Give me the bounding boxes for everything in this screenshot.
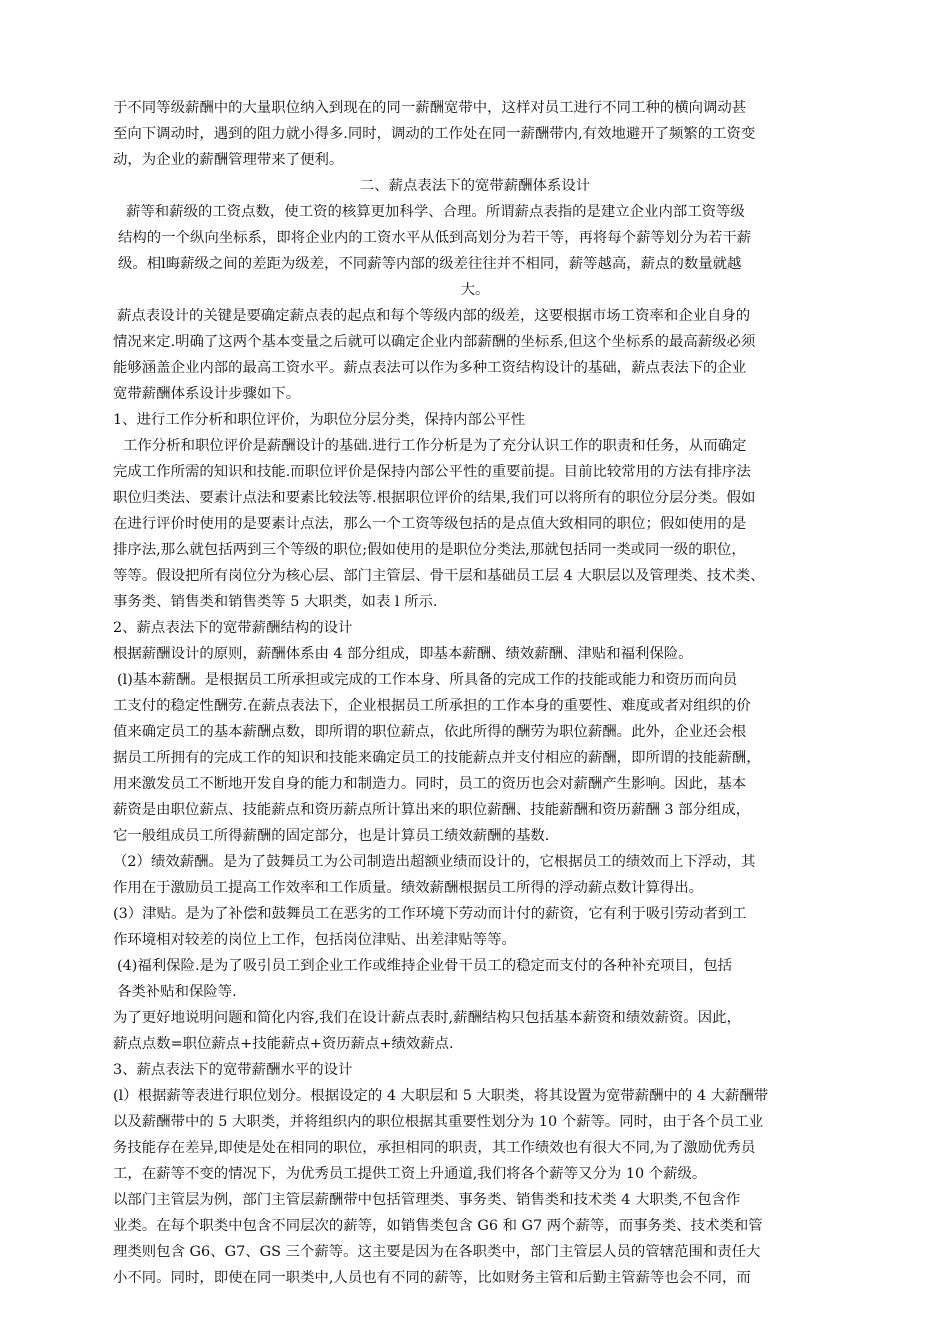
paragraph-line: 用来激发员工不断地开发自身的能力和制造力。同时，员工的资历也会对薪酬产生影响。因此，基本: [113, 776, 747, 792]
section-heading: 二、薪点表法下的宽带薪酬体系设计: [359, 178, 591, 194]
paragraph-line: 务技能存在差异,即使是处在相同的职位，承担相同的职责，其工作绩效也有很大不同,为了激励优秀员: [113, 1140, 756, 1156]
paragraph-line: 作环境相对较差的岗位上工作，包括岗位津贴、出差津贴等等。: [113, 932, 516, 948]
paragraph-line: 大。: [460, 282, 490, 298]
paragraph-line: 能够涵盖企业内部的最高工资水平。薪点表法可以作为多种工资结构设计的基础，薪点表法下的企业: [113, 360, 747, 376]
paragraph-line: 结构的一个纵向坐标系，即将企业内的工资水平从低到高划分为若干等，再将每个薪等划分为若干薪: [118, 230, 752, 246]
paragraph-line: 薪等和薪级的工资点数，使工资的核算更加科学、合理。所谓薪点表指的是建立企业内部工资等级: [126, 204, 745, 220]
paragraph-line: 作用在于激励员工提高工作效率和工作质量。绩效薪酬根据员工所得的浮动薪点数计算得出。: [113, 880, 704, 896]
paragraph-line: (l)基本薪酬。是根据员工所承担或完成的工作本身、所具备的完成工作的技能或能力和资历而向员: [117, 672, 738, 688]
paragraph-line: 级。相l晦薪级之间的差距为级差，不同薪等内部的级差往往并不相同，薪等越高，薪点的数量就越: [118, 256, 742, 272]
paragraph-line: 薪点点数=职位薪点+技能薪点+资历薪点+绩效薪点.: [113, 1036, 454, 1052]
paragraph-line: 以部门主管层为例，部门主管层薪酬带中包括管理类、事务类、销售类和技术类 4 大职类,不包含作: [113, 1192, 741, 1208]
paragraph-line: （2）绩效薪酬。是为了鼓舞员工为公司制造出超额业绩而设计的，它根据员工的绩效而上下浮动，其: [113, 854, 756, 870]
paragraph-line: 完成工作所需的知识和技能.而职位评价是保持内部公平性的重要前提。目前比较常用的方法有排序法: [113, 464, 751, 480]
paragraph-line: 理类则包含 G6、G7、GS 三个薪等。这主要是因为在各职类中，部门主管层人员的管辖范围和责任大: [113, 1244, 761, 1260]
paragraph-line: 业类。在每个职类中包含不同层次的薪等，如销售类包含 G6 和 G7 两个薪等，而事务类、技术类和管: [113, 1218, 763, 1234]
subsection-heading: 3、薪点表法下的宽带薪酬水平的设计: [113, 1062, 353, 1078]
paragraph-line: 以及薪酬带中的 5 大职类，并将组织内的职位根据其重要性划分为 10 个薪等。同时，由于各个员工业: [113, 1114, 764, 1130]
paragraph-line: 它一般组成员工所得薪酬的固定部分，也是计算员工绩效薪酬的基数.: [113, 828, 550, 844]
paragraph-line: 根据薪酬设计的原则，薪酬体系由 4 部分组成，即基本薪酬、绩效薪酬、津贴和福利保险。: [113, 646, 693, 662]
paragraph-line: 事务类、销售类和销售类等 5 大职类，如表 l 所示.: [113, 594, 438, 610]
paragraph-line: 小不同。同时，即使在同一职类中,人员也有不同的薪等，比如财务主管和后勤主管薪等也会不同，而: [113, 1270, 751, 1286]
paragraph-line: 工支付的稳定性酬劳.在薪点表法下，企业根据员工所承担的工作本身的重要性、难度或者对组织的价: [113, 698, 751, 714]
subsection-heading: 2、薪点表法下的宽带薪酬结构的设计: [113, 620, 353, 636]
paragraph-line: 工，在薪等不变的情况下，为优秀员工提供工资上升通道,我们将各个薪等又分为 10 个薪级。: [113, 1166, 707, 1182]
paragraph-line: 为了更好地说明问题和简化内容,我们在设计薪点表时,薪酬结构只包括基本薪资和绩效薪资。因此，: [113, 1010, 741, 1026]
paragraph-line: 据员工所拥有的完成工作的知识和技能来确定员工的技能薪点并支付相应的薪酬，即所谓的技能薪酬，: [113, 750, 761, 766]
paragraph-line: 在进行评价时使用的是要素计点法，那么一个工资等级包括的是点值大致相同的职位；假如使用的是: [113, 516, 747, 532]
paragraph-line: 动，为企业的薪酬管理带来了便利。: [113, 152, 344, 168]
paragraph-line: 至向下调动时，遇到的阻力就小得多.同时，调动的工作处在同一薪酬带内,有效地避开了频繁的工资变: [113, 126, 756, 142]
paragraph-line: 值来确定员工的基本薪酬点数，即所谓的职位薪点，依此所得的酬劳为职位薪酬。此外，企业还会根: [113, 724, 747, 740]
paragraph-line: 工作分析和职位评价是薪酬设计的基础.进行工作分析是为了充分认识工作的职责和任务，从而确定: [123, 438, 747, 454]
paragraph-line: 职位归类法、要素计点法和要素比较法等.根据职位评价的结果,我们可以将所有的职位分层分类。假如: [113, 490, 756, 506]
paragraph-line: (l）根据薪等表进行职位划分。根据设定的 4 大职层和 5 大职类，将其设置为宽带薪酬中的 4 大薪酬带: [113, 1088, 769, 1104]
paragraph-line: 薪资是由职位薪点、技能薪点和资历薪点所计算出来的职位薪酬、技能薪酬和资历薪酬 3 部分组成，: [113, 802, 751, 818]
paragraph-line: 情况来定.明确了这两个基本变量之后就可以确定企业内部薪酬的坐标系,但这个坐标系的最高薪级必须: [113, 334, 756, 350]
paragraph-line: 排序法,那么就包括两到三个等级的职位;假如使用的是职位分类法,那就包括同一类或同一级的职位，: [113, 542, 746, 558]
paragraph-line: 于不同等级薪酬中的大量职位纳入到现在的同一薪酬宽带中，这样对员工进行不同工种的横向调动甚: [113, 100, 747, 116]
paragraph-line: (3）津贴。是为了补偿和鼓舞员工在恶劣的工作环境下劳动而计付的薪资，它有利于吸引劳动者到工: [113, 906, 747, 922]
paragraph-line: 各类补贴和保险等.: [117, 984, 237, 1000]
paragraph-line: (4)福利保险.是为了吸引员工到企业工作或维持企业骨干员工的稳定而支付的各种补充项目，包括: [117, 958, 732, 974]
paragraph-line: 宽带薪酬体系设计步骤如下。: [113, 386, 301, 402]
subsection-heading: 1、进行工作分析和职位评价，为职位分层分类，保持内部公平性: [113, 412, 526, 428]
paragraph-line: 等等。假设把所有岗位分为核心层、部门主管层、骨干层和基础员工层 4 大职层以及管理类、技术类、: [113, 568, 765, 584]
paragraph-line: 薪点表设计的关键是要确定薪点表的起点和每个等级内部的级差，这要根据市场工资率和企业自身的: [117, 308, 751, 324]
